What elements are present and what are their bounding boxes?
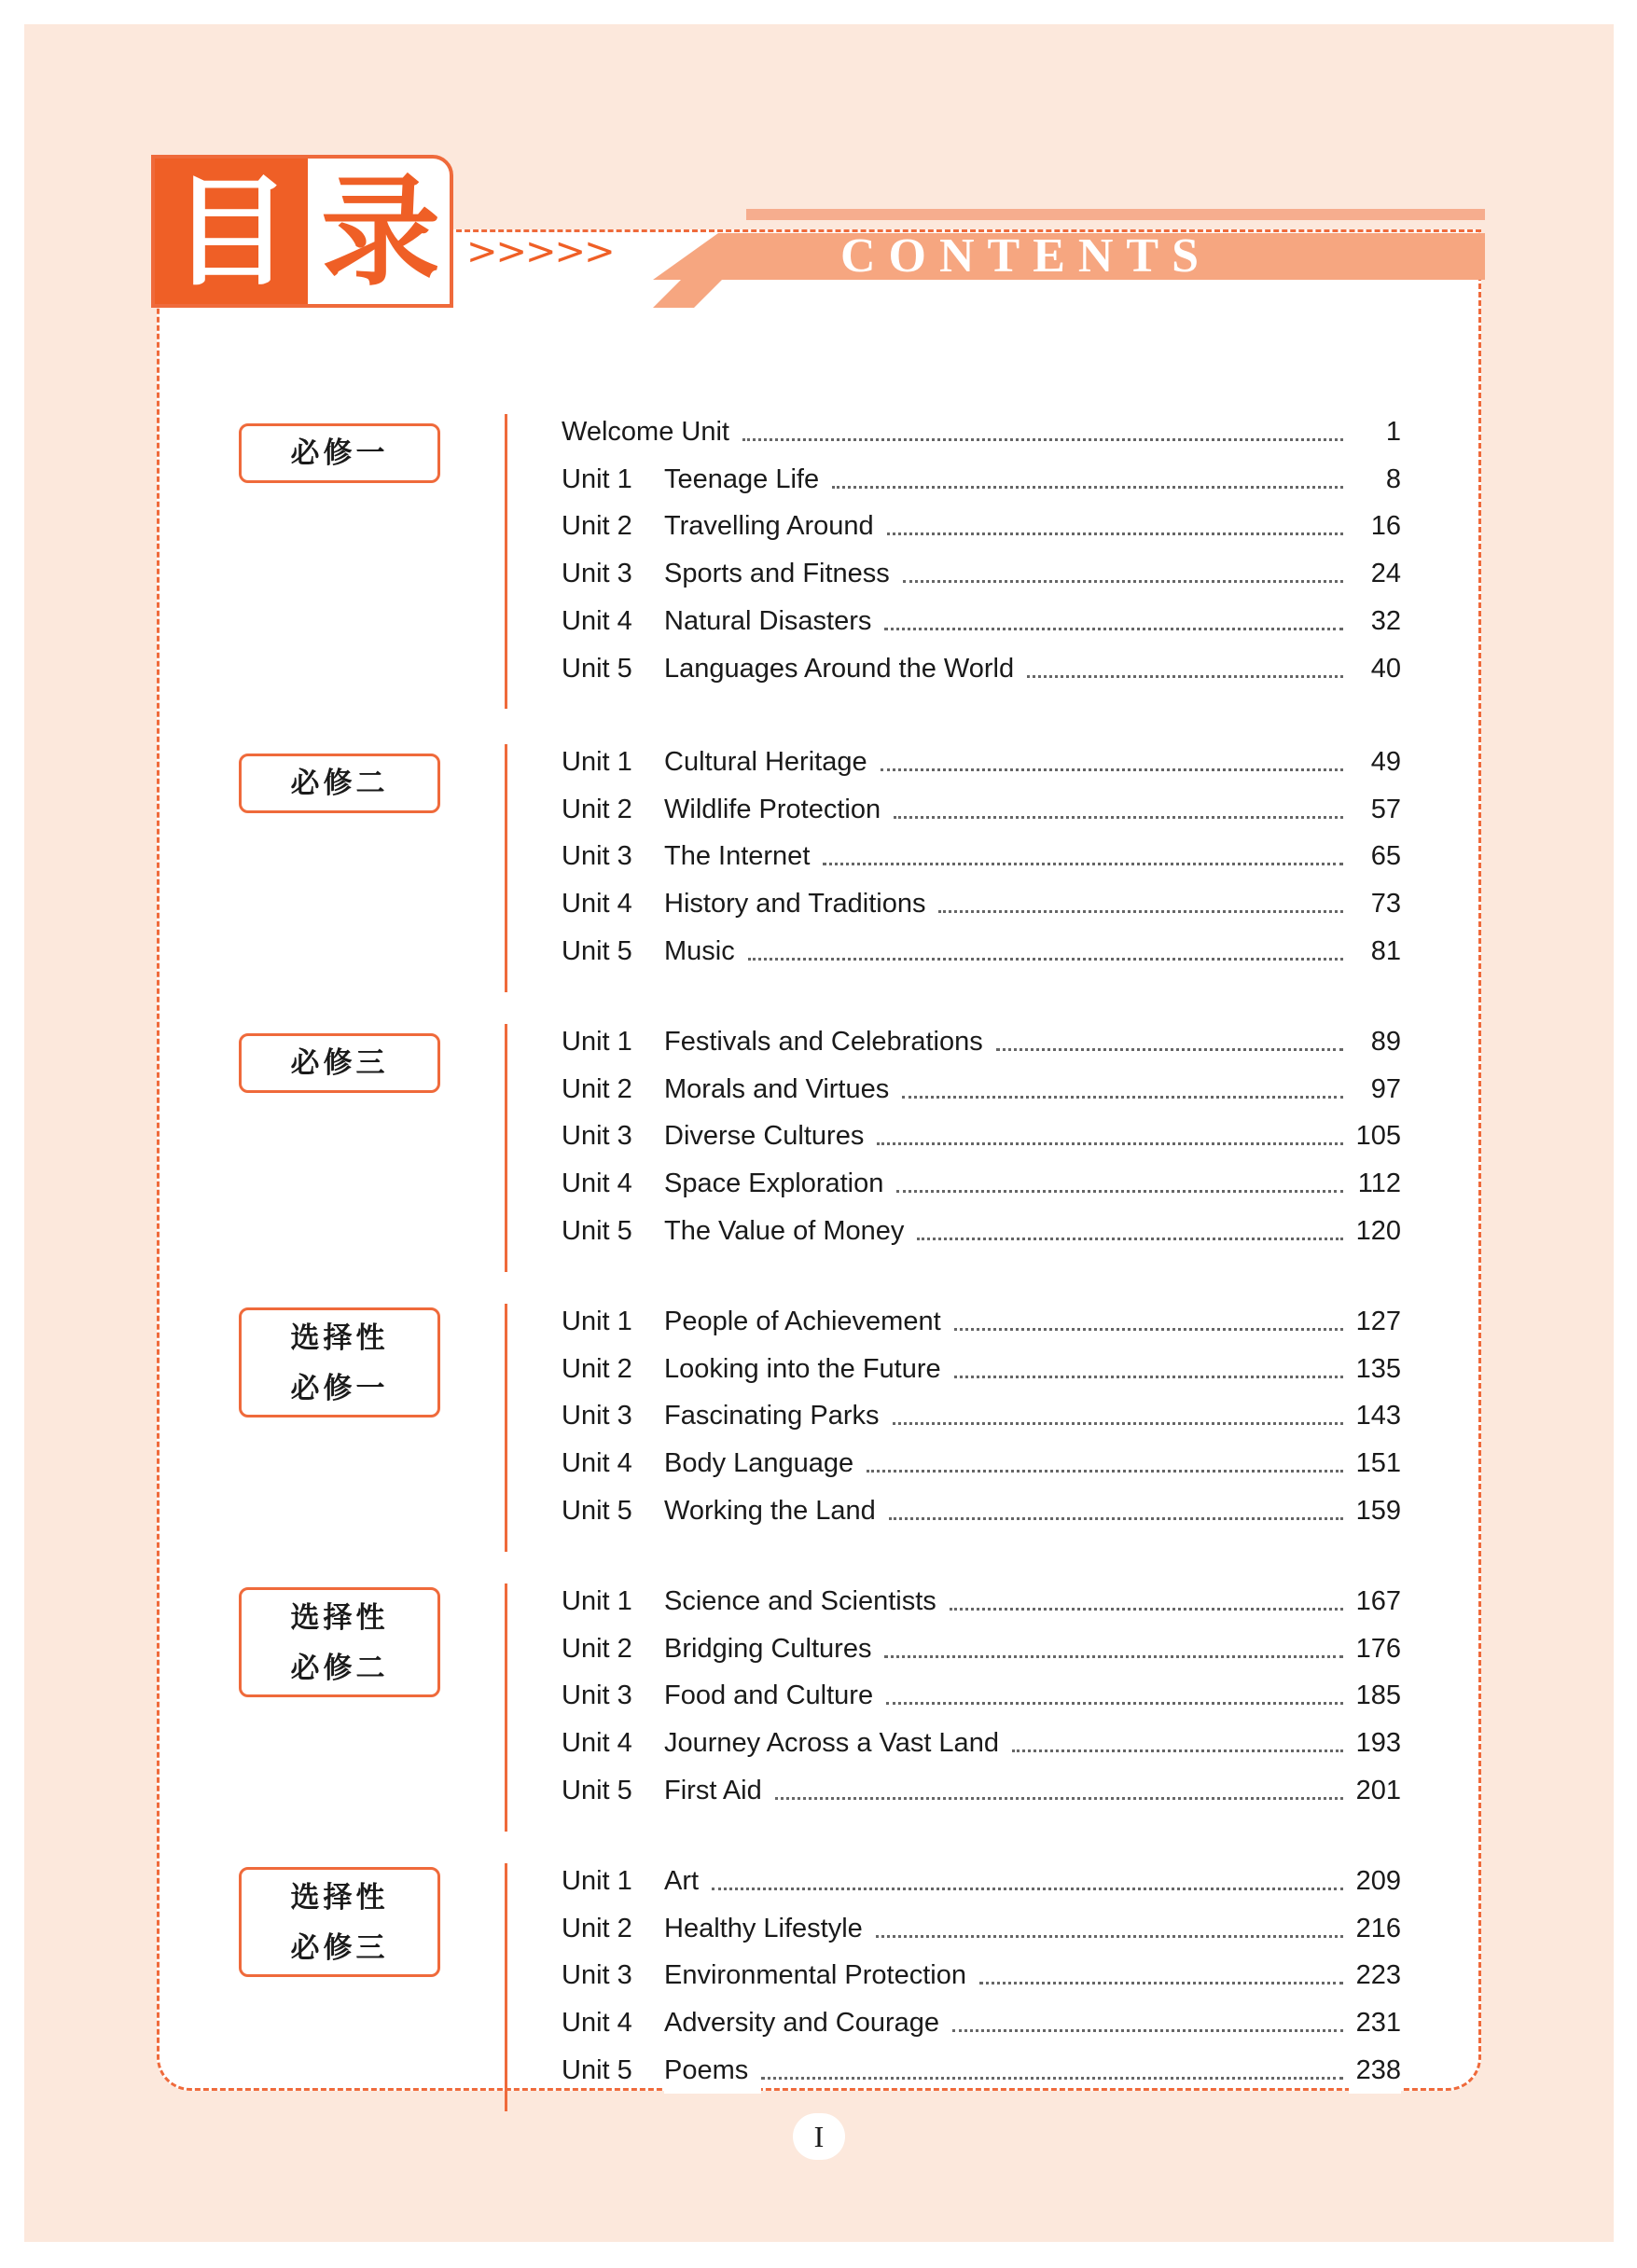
dot-leader bbox=[775, 1797, 1343, 1800]
toc-title: Music bbox=[664, 928, 748, 975]
toc-entry[interactable] bbox=[562, 1160, 1401, 1207]
toc-unit-label: Unit 1 bbox=[562, 463, 632, 494]
section-badge-line: 必修二 bbox=[290, 767, 389, 800]
chevron-arrows-icon: >>>>> bbox=[466, 230, 614, 273]
toc-entry[interactable] bbox=[562, 739, 1401, 785]
toc-page-number: 105 bbox=[1349, 1113, 1401, 1159]
toc-page-number: 209 bbox=[1349, 1858, 1401, 1904]
toc-unit-label: Unit 1 bbox=[562, 1866, 632, 1896]
dot-leader bbox=[1027, 675, 1343, 678]
toc-unit-label: Unit 2 bbox=[562, 1913, 632, 1943]
toc-title: The Internet bbox=[664, 833, 823, 879]
toc-title: Cultural Heritage bbox=[664, 739, 881, 785]
toc-title: Adversity and Courage bbox=[664, 1999, 952, 2046]
toc-title: Looking into the Future bbox=[664, 1346, 954, 1392]
toc-title: Journey Across a Vast Land bbox=[664, 1720, 1012, 1766]
toc-title: Sports and Fitness bbox=[664, 550, 903, 597]
dot-leader bbox=[823, 863, 1343, 865]
toc-unit-label: Unit 5 bbox=[562, 1495, 632, 1526]
toc-entry[interactable] bbox=[562, 1952, 1401, 1998]
toc-entry[interactable] bbox=[562, 1066, 1401, 1113]
dot-leader bbox=[887, 532, 1343, 535]
dot-leader bbox=[996, 1048, 1343, 1051]
dot-leader bbox=[884, 628, 1343, 630]
dot-leader bbox=[884, 1655, 1343, 1658]
toc-entry[interactable] bbox=[562, 1767, 1401, 1814]
section-badge-line: 选择性 bbox=[290, 1601, 389, 1635]
toc-page-number: 185 bbox=[1349, 1672, 1401, 1719]
toc-entry[interactable] bbox=[562, 1440, 1401, 1487]
toc-unit-label: Unit 3 bbox=[562, 1401, 632, 1431]
section-badge bbox=[239, 1307, 440, 1418]
toc-title: Science and Scientists bbox=[664, 1578, 950, 1625]
toc-title: Welcome Unit bbox=[562, 408, 742, 455]
banner-stripe bbox=[746, 209, 1485, 220]
toc-page-number: 57 bbox=[1349, 786, 1401, 833]
toc-title: Space Exploration bbox=[664, 1160, 896, 1207]
toc-entry[interactable] bbox=[562, 928, 1401, 975]
section-badge-line: 选择性 bbox=[290, 1881, 389, 1915]
toc-unit-label: Unit 5 bbox=[562, 2054, 632, 2085]
toc-unit-label: Unit 2 bbox=[562, 511, 632, 542]
toc-unit-label: Unit 1 bbox=[562, 1307, 632, 1336]
toc-entry[interactable] bbox=[562, 503, 1401, 549]
toc-entry[interactable] bbox=[562, 1858, 1401, 1904]
toc-entry[interactable] bbox=[562, 1487, 1401, 1534]
toc-title: Bridging Cultures bbox=[664, 1625, 884, 1672]
toc-title: First Aid bbox=[664, 1767, 775, 1814]
toc-title: Working the Land bbox=[664, 1487, 889, 1534]
toc-unit-label: Unit 4 bbox=[562, 889, 632, 920]
dot-leader bbox=[954, 1328, 1343, 1331]
toc-unit-label: Unit 2 bbox=[562, 1073, 632, 1104]
toc-unit-label: Unit 2 bbox=[562, 794, 632, 824]
toc-page-number: 1 bbox=[1349, 408, 1401, 455]
toc-unit-label: Unit 1 bbox=[562, 1027, 632, 1057]
dot-leader bbox=[748, 958, 1343, 961]
contents-label: CONTENTS bbox=[839, 229, 1213, 283]
toc-unit-label: Unit 3 bbox=[562, 1960, 632, 1991]
toc-unit-label: Unit 5 bbox=[562, 1215, 632, 1246]
toc-entry[interactable] bbox=[562, 2047, 1401, 2094]
section-badge bbox=[239, 1033, 440, 1093]
section-badge-line: 必修三 bbox=[290, 1931, 389, 1965]
toc-page-number: 89 bbox=[1349, 1018, 1401, 1065]
section-divider bbox=[505, 744, 507, 992]
toc-entry[interactable] bbox=[562, 1208, 1401, 1254]
page-title bbox=[151, 155, 453, 308]
toc-page-number: 32 bbox=[1349, 598, 1401, 644]
page-number: I bbox=[793, 2113, 845, 2160]
toc-title: The Value of Money bbox=[664, 1208, 917, 1254]
toc-page-number: 16 bbox=[1349, 503, 1401, 549]
toc-title: Languages Around the World bbox=[664, 645, 1027, 692]
section-badge bbox=[239, 1587, 440, 1697]
dot-leader bbox=[881, 768, 1343, 771]
toc-unit-label: Unit 4 bbox=[562, 1169, 632, 1199]
toc-title: Poems bbox=[664, 2047, 761, 2094]
toc-entry[interactable] bbox=[562, 1672, 1401, 1719]
toc-unit-label: Unit 5 bbox=[562, 935, 632, 966]
toc-page-number: 159 bbox=[1349, 1487, 1401, 1534]
title-char-1: 目 bbox=[155, 159, 308, 308]
toc-title: Natural Disasters bbox=[664, 598, 884, 644]
section-divider bbox=[505, 1863, 507, 2111]
toc-entry[interactable] bbox=[562, 645, 1401, 692]
toc-title: Environmental Protection bbox=[664, 1952, 979, 1998]
toc-page-number: 65 bbox=[1349, 833, 1401, 879]
toc-unit-label: Unit 4 bbox=[562, 2008, 632, 2039]
toc-page-number: 238 bbox=[1349, 2047, 1401, 2094]
dot-leader bbox=[889, 1517, 1343, 1520]
dot-leader bbox=[876, 1935, 1343, 1938]
dot-leader bbox=[894, 816, 1343, 819]
dot-leader bbox=[950, 1608, 1343, 1611]
toc-title: History and Traditions bbox=[664, 880, 938, 927]
toc-title: Fascinating Parks bbox=[664, 1392, 893, 1439]
toc-entry[interactable] bbox=[562, 786, 1401, 833]
toc-unit-label: Unit 3 bbox=[562, 1121, 632, 1152]
dot-leader bbox=[938, 910, 1343, 913]
toc-entry[interactable] bbox=[562, 880, 1401, 927]
toc-title: Morals and Virtues bbox=[664, 1066, 902, 1113]
toc-title: Art bbox=[664, 1858, 712, 1904]
section-divider bbox=[505, 414, 507, 709]
dot-leader bbox=[886, 1702, 1343, 1705]
toc-unit-label: Unit 3 bbox=[562, 1680, 632, 1711]
toc-unit-label: Unit 4 bbox=[562, 605, 632, 636]
section-divider bbox=[505, 1304, 507, 1552]
section-badge-line: 必修一 bbox=[290, 1372, 389, 1405]
toc-page-number: 40 bbox=[1349, 645, 1401, 692]
toc-title: Wildlife Protection bbox=[664, 786, 894, 833]
toc-entry[interactable] bbox=[562, 1625, 1401, 1672]
dot-leader bbox=[712, 1888, 1343, 1890]
toc-page-number: 97 bbox=[1349, 1066, 1401, 1113]
toc-entry[interactable] bbox=[562, 456, 1401, 503]
toc-entry[interactable] bbox=[562, 1298, 1401, 1345]
toc-entry[interactable] bbox=[562, 1392, 1401, 1439]
toc-page-number: 8 bbox=[1349, 456, 1401, 503]
toc-title: Teenage Life bbox=[664, 456, 832, 503]
dot-leader bbox=[917, 1238, 1343, 1240]
toc-unit-label: Unit 4 bbox=[562, 1728, 632, 1759]
toc-unit-label: Unit 4 bbox=[562, 1448, 632, 1479]
toc-page-number: 143 bbox=[1349, 1392, 1401, 1439]
dot-leader bbox=[954, 1376, 1343, 1378]
dot-leader bbox=[952, 2029, 1343, 2032]
toc-unit-label: Unit 2 bbox=[562, 1633, 632, 1664]
toc-page-number: 201 bbox=[1349, 1767, 1401, 1814]
toc-page-number: 112 bbox=[1349, 1160, 1401, 1207]
toc-unit-label: Unit 1 bbox=[562, 1586, 632, 1616]
toc-title: People of Achievement bbox=[664, 1298, 954, 1345]
toc-page-number: 193 bbox=[1349, 1720, 1401, 1766]
toc-page-number: 127 bbox=[1349, 1298, 1401, 1345]
toc-unit-label: Unit 3 bbox=[562, 559, 632, 589]
section-badge-line: 必修三 bbox=[290, 1046, 389, 1080]
title-char-2: 录 bbox=[320, 163, 440, 302]
section-badge-line: 选择性 bbox=[290, 1321, 389, 1355]
toc-page-number: 81 bbox=[1349, 928, 1401, 975]
toc-entry[interactable] bbox=[562, 833, 1401, 879]
toc-page-number: 151 bbox=[1349, 1440, 1401, 1487]
toc-title: Body Language bbox=[664, 1440, 867, 1487]
toc-title: Diverse Cultures bbox=[664, 1113, 877, 1159]
section-badge-line: 必修二 bbox=[290, 1652, 389, 1685]
toc-title: Food and Culture bbox=[664, 1672, 886, 1719]
toc-title: Healthy Lifestyle bbox=[664, 1905, 876, 1952]
dot-leader bbox=[1012, 1749, 1343, 1752]
section-divider bbox=[505, 1024, 507, 1272]
toc-entry[interactable] bbox=[562, 1905, 1401, 1952]
toc-entry[interactable] bbox=[562, 1346, 1401, 1392]
toc-page-number: 120 bbox=[1349, 1208, 1401, 1254]
toc-page-number: 176 bbox=[1349, 1625, 1401, 1672]
dot-leader bbox=[902, 1096, 1343, 1099]
toc-unit-label: Unit 3 bbox=[562, 841, 632, 872]
dot-leader bbox=[896, 1190, 1343, 1193]
toc-entry[interactable] bbox=[562, 1113, 1401, 1159]
dot-leader bbox=[903, 580, 1343, 583]
section-badge bbox=[239, 1867, 440, 1977]
toc-page-number: 49 bbox=[1349, 739, 1401, 785]
toc-entry[interactable] bbox=[562, 598, 1401, 644]
toc-title: Travelling Around bbox=[664, 503, 887, 549]
toc-page-number: 223 bbox=[1349, 1952, 1401, 1998]
toc-title: Festivals and Celebrations bbox=[664, 1018, 996, 1065]
dot-leader bbox=[761, 2077, 1343, 2080]
toc-page-number: 231 bbox=[1349, 1999, 1401, 2046]
toc-entry[interactable] bbox=[562, 1018, 1401, 1065]
dot-leader bbox=[877, 1142, 1343, 1145]
toc-page-number: 167 bbox=[1349, 1578, 1401, 1625]
section-badge bbox=[239, 423, 440, 483]
toc-unit-label: Unit 2 bbox=[562, 1353, 632, 1384]
toc-entry[interactable] bbox=[562, 1720, 1401, 1766]
toc-entry[interactable] bbox=[562, 1999, 1401, 2046]
toc-entry[interactable] bbox=[562, 408, 1401, 455]
toc-unit-label: Unit 5 bbox=[562, 653, 632, 684]
section-badge-line: 必修一 bbox=[290, 436, 389, 470]
dot-leader bbox=[867, 1470, 1343, 1473]
dot-leader bbox=[832, 486, 1343, 489]
toc-entry[interactable] bbox=[562, 1578, 1401, 1625]
toc-page-number: 216 bbox=[1349, 1905, 1401, 1952]
toc-unit-label: Unit 5 bbox=[562, 1775, 632, 1805]
toc-unit-label: Unit 1 bbox=[562, 747, 632, 777]
dot-leader bbox=[979, 1982, 1343, 1984]
dot-leader bbox=[893, 1422, 1343, 1425]
toc-page-number: 73 bbox=[1349, 880, 1401, 927]
toc-page-number: 24 bbox=[1349, 550, 1401, 597]
toc-entry[interactable] bbox=[562, 550, 1401, 597]
toc-page-number: 135 bbox=[1349, 1346, 1401, 1392]
dot-leader bbox=[742, 438, 1343, 441]
section-divider bbox=[505, 1583, 507, 1832]
section-badge bbox=[239, 754, 440, 813]
